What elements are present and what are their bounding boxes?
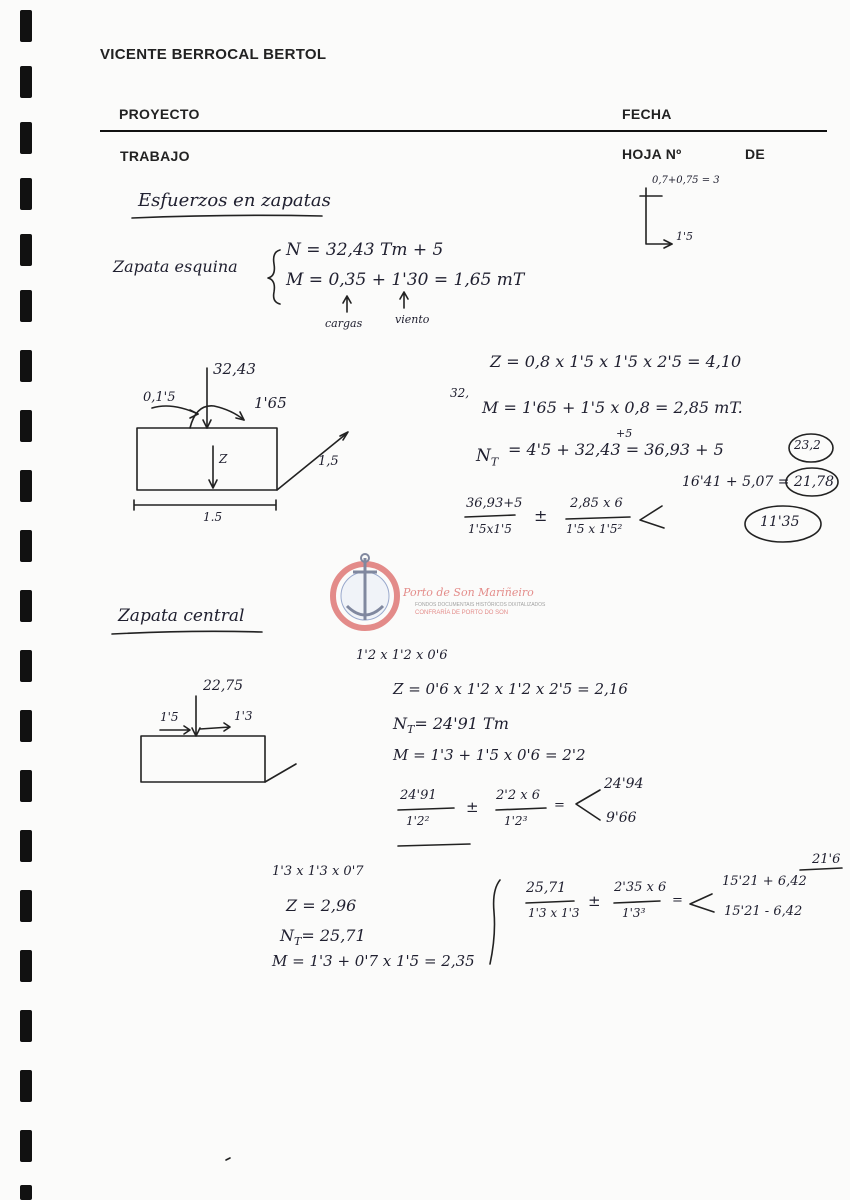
alt-res-bottom: 15'21 - 6,42 [724,904,803,919]
central-pm: ± [466,798,479,816]
central-res-top: 24'94 [604,776,644,792]
fraction-bar [526,901,574,903]
hoja-label: HOJA Nº [622,146,682,162]
left-force-central [160,726,190,734]
arrow-viento [400,292,408,308]
central-label: Zapata central [118,606,245,626]
moment-arc [190,406,244,428]
central-nt: $N_T= 24'91$ Tm [393,714,509,737]
split-bracket-central [576,790,600,820]
corner-axis-label: 1'5 [676,230,694,243]
esquina-nt-rhs: = 4'5 + 32,43 = 36,93 + 5 [508,440,724,459]
stamp-brand: Porto de Son Mariñeiro [403,586,534,599]
note-viento: viento [395,313,430,326]
esquina-frac2-den: 1'5 x 1'5² [566,522,623,536]
fecha-label: FECHA [622,106,672,122]
central-frac1-num: 24'91 [400,788,437,803]
alt-brace [490,880,500,964]
fraction-bar [398,808,454,810]
fig-load-central: 22,75 [203,678,244,694]
fraction-bar [465,515,515,517]
fig-load-esquina: 32,43 [213,360,256,378]
esquina-frac1-den: 1'5x1'5 [468,522,512,536]
footing-esquina [137,428,277,490]
central-frac2-num: 2'2 x 6 [496,788,540,803]
split-bracket-esquina [640,506,664,528]
esquina-circle-bottom: 11'35 [760,514,800,530]
fraction-bar [566,517,630,519]
stamp-line2: CONFRARÍA DE PORTO DO SON [415,610,509,616]
alt-res-note: 21'6 [812,852,841,867]
fig-left-central: 1'5 [160,710,179,724]
fig-moment-esquina: 1'65 [254,394,287,412]
alt-dims: 1'3 x 1'3 x 0'7 [272,864,364,879]
de-label: DE [745,146,766,162]
stamp-line1: FONDOS DOCUMENTAIS HISTÓRICOS DIXITALIZADOS [415,602,546,608]
archive-stamp [325,550,546,640]
fig-left-esquina: 0,1'5 [143,390,176,405]
alt-m: M = 1'3 + 0'7 x 1'5 = 2,35 [272,952,475,970]
anchor-emblem-icon [325,550,405,640]
footing-central-depth [265,764,296,782]
trabajo-label: TRABAJO [120,148,190,164]
fig-z-esquina: Z [219,452,228,466]
esquina-m: M = 0,35 + 1'30 = 1,65 mT [286,270,525,290]
fig-right-central: 1'3 [234,709,253,723]
right-force-central [200,723,230,731]
central-m: M = 1'3 + 1'5 x 0'6 = 2'2 [393,746,586,764]
title-underline [132,215,322,218]
central-dims: 1'2 x 1'2 x 0'6 [356,648,448,663]
esquina-frac1-num: 36,93+5 [466,496,523,511]
alt-eq: = [672,893,683,908]
z-arrow [209,446,217,488]
central-separator [398,844,470,846]
load-arrow-central [192,696,200,736]
esquina-m-calc: M = 1'65 + 1'5 x 0,8 = 2,85 mT. [482,398,743,417]
alt-pm: ± [588,892,601,910]
esquina-res-top: 16'41 + 5,07 = 21,78 [682,474,834,490]
note-cargas: cargas [325,317,363,330]
alt-frac2-num: 2'35 x 6 [614,880,667,895]
esquina-frac2-num: 2,85 x 6 [570,496,623,511]
section-title: Esfuerzos en zapatas [138,190,331,211]
central-frac1-den: 1'2² [406,814,430,828]
fig-width-esquina: 1.5 [203,510,223,524]
central-frac2-den: 1'2³ [504,814,528,828]
author-name: VICENTE BERROCAL BERTOL [100,46,327,63]
alt-frac1-num: 25,71 [526,880,567,896]
central-eq: = [554,798,565,813]
esquina-pm: ± [534,506,548,525]
width-dimension [134,500,276,510]
central-z: Z = 0'6 x 1'2 x 1'2 x 2'5 = 2,16 [393,680,628,698]
footing-central [141,736,265,782]
alt-frac1-den: 1'3 x 1'3 [528,906,580,920]
plus5: +5 [616,427,633,440]
fig-depth-esquina: 1,5 [318,454,339,469]
esquina-z: Z = 0,8 x 1'5 x 1'5 x 2'5 = 4,10 [490,352,742,371]
proyecto-label: PROYECTO [119,106,200,122]
alt-note-underline [800,868,842,870]
ink-dot [226,1158,230,1160]
central-res-bottom: 9'66 [606,810,637,826]
alt-nt: $N_T= 25,71$ [280,926,366,949]
corner-note: 0,7+0,75 = 3 [652,175,720,186]
alt-frac2-den: 1'3³ [622,906,646,920]
brace [268,250,280,304]
fraction-bar [614,901,660,903]
esquina-label: Zapata esquina [113,257,238,276]
esquina-nt: $N_T$ [476,446,499,469]
arrow-cargas [343,296,351,312]
esquina-margin-note: 32, [450,386,470,400]
fraction-bar [496,808,546,810]
esquina-n: N = 32,43 Tm + 5 [286,240,444,260]
alt-res-top: 15'21 + 6,42 [722,874,807,889]
split-bracket-alt [690,894,714,912]
esquina-circle-top: 23,2 [794,438,821,452]
alt-z: Z = 2,96 [286,896,357,915]
central-underline [112,631,262,634]
